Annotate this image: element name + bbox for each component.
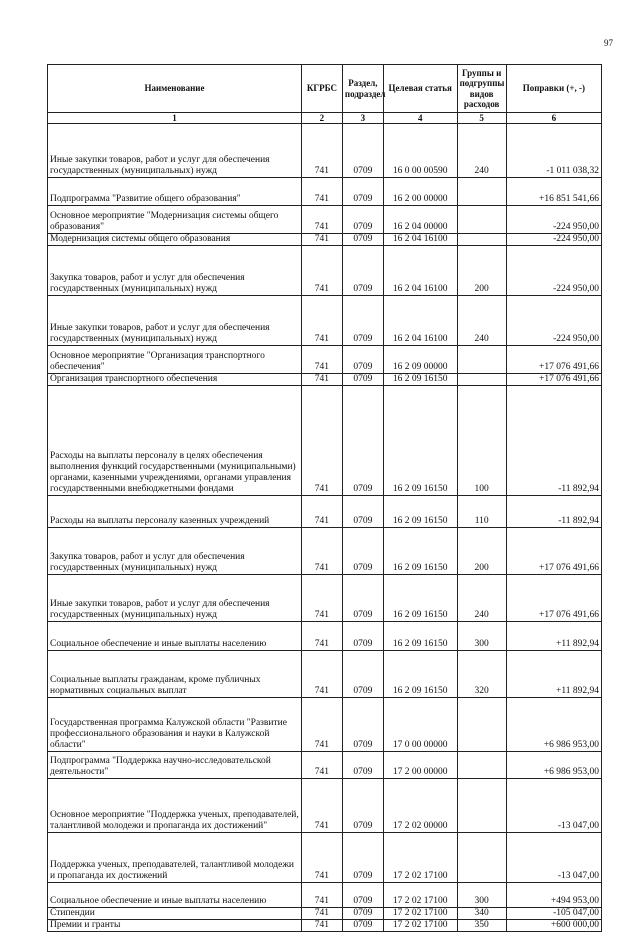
row-amendment-cell: +6 986 953,00 <box>506 752 601 779</box>
row-group-cell <box>457 178 506 206</box>
row-amendment-cell: -11 892,94 <box>506 386 601 496</box>
row-target-cell: 17 2 02 17100 <box>383 908 457 920</box>
table-row <box>48 920 602 932</box>
row-group-cell <box>457 374 506 386</box>
row-group-cell <box>457 698 506 752</box>
row-amendment-cell: +17 076 491,66 <box>506 575 601 622</box>
header-kgrbs: КГРБС <box>301 65 342 113</box>
row-kgrbs-cell: 741 <box>301 575 342 622</box>
table-row <box>48 346 602 374</box>
row-target-cell: 17 0 00 00000 <box>383 698 457 752</box>
row-section-cell: 0709 <box>342 496 383 528</box>
row-kgrbs-cell: 741 <box>301 920 342 932</box>
row-kgrbs-cell: 741 <box>301 374 342 386</box>
row-name-cell: Основное мероприятие "Модернизация системы общего образования" <box>48 206 302 234</box>
row-section-cell: 0709 <box>342 908 383 920</box>
row-name-cell: Расходы на выплаты персоналу в целях обеспечения выполнения функций государственными (муниципальными) органами, казенными учреждениями, органами управления государственными внебюджетными фондами <box>48 386 302 496</box>
row-group-cell: 240 <box>457 575 506 622</box>
row-amendment-cell: +600 000,00 <box>506 920 601 932</box>
row-section-cell: 0709 <box>342 779 383 833</box>
row-section-cell: 0709 <box>342 698 383 752</box>
column-number: 6 <box>506 113 601 124</box>
row-kgrbs-cell: 741 <box>301 246 342 296</box>
row-group-cell <box>457 779 506 833</box>
row-amendment-cell: +17 076 491,66 <box>506 374 601 386</box>
row-target-cell: 16 2 04 16100 <box>383 296 457 346</box>
row-target-cell: 16 2 04 16100 <box>383 234 457 246</box>
row-amendment-cell: -224 950,00 <box>506 246 601 296</box>
row-kgrbs-cell: 741 <box>301 234 342 246</box>
row-name-cell: Основное мероприятие "Поддержка ученых, преподавателей, талантливой молодежи и пропаганда их достижений" <box>48 779 302 833</box>
row-group-cell: 240 <box>457 124 506 178</box>
row-amendment-cell: +11 892,94 <box>506 622 601 651</box>
row-target-cell: 16 2 04 00000 <box>383 206 457 234</box>
row-section-cell: 0709 <box>342 622 383 651</box>
row-name-cell: Основное мероприятие "Организация транспортного обеспечения" <box>48 346 302 374</box>
row-group-cell: 300 <box>457 622 506 651</box>
row-section-cell: 0709 <box>342 833 383 883</box>
row-section-cell: 0709 <box>342 246 383 296</box>
row-kgrbs-cell: 741 <box>301 496 342 528</box>
table-row <box>48 206 602 234</box>
row-kgrbs-cell: 741 <box>301 178 342 206</box>
row-group-cell <box>457 234 506 246</box>
row-target-cell: 16 2 09 16150 <box>383 496 457 528</box>
row-kgrbs-cell: 741 <box>301 296 342 346</box>
row-amendment-cell: -224 950,00 <box>506 234 601 246</box>
row-group-cell <box>457 752 506 779</box>
row-group-cell: 200 <box>457 246 506 296</box>
table-row <box>48 908 602 920</box>
row-amendment-cell: -1 011 038,32 <box>506 124 601 178</box>
row-name-cell: Расходы на выплаты персоналу казенных учреждений <box>48 496 302 528</box>
row-section-cell: 0709 <box>342 346 383 374</box>
row-amendment-cell: +17 076 491,66 <box>506 346 601 374</box>
row-group-cell: 100 <box>457 386 506 496</box>
row-kgrbs-cell: 741 <box>301 779 342 833</box>
row-target-cell: 16 2 09 16150 <box>383 575 457 622</box>
row-target-cell: 16 2 09 16150 <box>383 386 457 496</box>
row-group-cell: 320 <box>457 651 506 698</box>
row-target-cell: 16 0 00 00590 <box>383 124 457 178</box>
table-row <box>48 883 602 908</box>
row-target-cell: 17 2 02 17100 <box>383 833 457 883</box>
row-section-cell: 0709 <box>342 296 383 346</box>
row-section-cell: 0709 <box>342 575 383 622</box>
row-name-cell: Подпрограмма "Развитие общего образования" <box>48 178 302 206</box>
row-name-cell: Подпрограмма "Поддержка научно-исследовательской деятельности" <box>48 752 302 779</box>
row-name-cell: Социальные выплаты гражданам, кроме публичных нормативных социальных выплат <box>48 651 302 698</box>
row-name-cell: Модернизация системы общего образования <box>48 234 302 246</box>
column-number: 5 <box>457 113 506 124</box>
row-target-cell: 16 2 09 16150 <box>383 528 457 575</box>
table-body <box>48 124 602 932</box>
row-target-cell: 16 2 09 16150 <box>383 651 457 698</box>
row-target-cell: 16 2 09 00000 <box>383 346 457 374</box>
row-amendment-cell: -105 047,00 <box>506 908 601 920</box>
row-section-cell: 0709 <box>342 883 383 908</box>
row-kgrbs-cell: 741 <box>301 528 342 575</box>
row-section-cell: 0709 <box>342 651 383 698</box>
table-row <box>48 698 602 752</box>
row-kgrbs-cell: 741 <box>301 651 342 698</box>
table-row <box>48 779 602 833</box>
row-kgrbs-cell: 741 <box>301 386 342 496</box>
table-row <box>48 234 602 246</box>
column-number: 4 <box>383 113 457 124</box>
row-amendment-cell: -224 950,00 <box>506 206 601 234</box>
row-section-cell: 0709 <box>342 374 383 386</box>
table-row <box>48 651 602 698</box>
table-row <box>48 833 602 883</box>
row-amendment-cell: +11 892,94 <box>506 651 601 698</box>
row-kgrbs-cell: 741 <box>301 752 342 779</box>
row-target-cell: 17 2 02 00000 <box>383 779 457 833</box>
row-target-cell: 17 2 00 00000 <box>383 752 457 779</box>
row-group-cell: 340 <box>457 908 506 920</box>
table-row <box>48 178 602 206</box>
column-number: 2 <box>301 113 342 124</box>
row-section-cell: 0709 <box>342 528 383 575</box>
table-row <box>48 752 602 779</box>
row-name-cell: Закупка товаров, работ и услуг для обеспечения государственных (муниципальных) нужд <box>48 528 302 575</box>
row-amendment-cell: -13 047,00 <box>506 833 601 883</box>
row-amendment-cell: +494 953,00 <box>506 883 601 908</box>
row-name-cell: Государственная программа Калужской области "Развитие профессионального образования и науки в Калужской области" <box>48 698 302 752</box>
header-amendment: Поправки (+, -) <box>506 65 601 113</box>
table-row <box>48 246 602 296</box>
row-name-cell: Социальное обеспечение и иные выплаты населению <box>48 883 302 908</box>
row-amendment-cell: +6 986 953,00 <box>506 698 601 752</box>
row-name-cell: Поддержка ученых, преподавателей, талантливой молодежи и пропаганда их достижений <box>48 833 302 883</box>
row-kgrbs-cell: 741 <box>301 124 342 178</box>
budget-table <box>47 64 602 932</box>
row-group-cell: 240 <box>457 296 506 346</box>
table-row <box>48 496 602 528</box>
row-group-cell <box>457 346 506 374</box>
row-target-cell: 17 2 02 17100 <box>383 883 457 908</box>
row-group-cell: 200 <box>457 528 506 575</box>
row-kgrbs-cell: 741 <box>301 622 342 651</box>
row-group-cell: 350 <box>457 920 506 932</box>
row-name-cell: Социальное обеспечение и иные выплаты населению <box>48 622 302 651</box>
header-name: Наименование <box>48 65 302 113</box>
table-row <box>48 622 602 651</box>
row-kgrbs-cell: 741 <box>301 833 342 883</box>
header-groups: Группы и подгруппы видов расходов <box>457 65 506 113</box>
column-number-row <box>48 113 602 124</box>
row-name-cell: Стипендии <box>48 908 302 920</box>
row-amendment-cell: -13 047,00 <box>506 779 601 833</box>
header-target: Целевая статья <box>383 65 457 113</box>
table-row <box>48 528 602 575</box>
column-number: 1 <box>48 113 302 124</box>
row-target-cell: 16 2 04 16100 <box>383 246 457 296</box>
row-section-cell: 0709 <box>342 206 383 234</box>
row-amendment-cell: +17 076 491,66 <box>506 528 601 575</box>
row-kgrbs-cell: 741 <box>301 698 342 752</box>
table-row <box>48 296 602 346</box>
page-number: 97 <box>604 38 613 48</box>
row-section-cell: 0709 <box>342 178 383 206</box>
row-section-cell: 0709 <box>342 752 383 779</box>
row-name-cell: Иные закупки товаров, работ и услуг для обеспечения государственных (муниципальных) нужд <box>48 575 302 622</box>
row-name-cell: Закупка товаров, работ и услуг для обеспечения государственных (муниципальных) нужд <box>48 246 302 296</box>
row-name-cell: Иные закупки товаров, работ и услуг для обеспечения государственных (муниципальных) нужд <box>48 124 302 178</box>
row-name-cell: Организация транспортного обеспечения <box>48 374 302 386</box>
row-section-cell: 0709 <box>342 920 383 932</box>
table-row <box>48 124 602 178</box>
row-group-cell: 300 <box>457 883 506 908</box>
row-group-cell <box>457 206 506 234</box>
table-row <box>48 386 602 496</box>
row-kgrbs-cell: 741 <box>301 883 342 908</box>
table-row <box>48 374 602 386</box>
row-group-cell: 110 <box>457 496 506 528</box>
header-row <box>48 65 602 113</box>
row-group-cell <box>457 833 506 883</box>
row-section-cell: 0709 <box>342 124 383 178</box>
header-section: Раздел, подраздел <box>342 65 383 113</box>
row-section-cell: 0709 <box>342 234 383 246</box>
row-name-cell: Премии и гранты <box>48 920 302 932</box>
row-target-cell: 16 2 09 16150 <box>383 374 457 386</box>
row-amendment-cell: +16 851 541,66 <box>506 178 601 206</box>
row-kgrbs-cell: 741 <box>301 206 342 234</box>
row-target-cell: 17 2 02 17100 <box>383 920 457 932</box>
row-amendment-cell: -224 950,00 <box>506 296 601 346</box>
row-target-cell: 16 2 00 00000 <box>383 178 457 206</box>
row-kgrbs-cell: 741 <box>301 346 342 374</box>
table-row <box>48 575 602 622</box>
column-number: 3 <box>342 113 383 124</box>
row-name-cell: Иные закупки товаров, работ и услуг для обеспечения государственных (муниципальных) нужд <box>48 296 302 346</box>
row-amendment-cell: -11 892,94 <box>506 496 601 528</box>
row-target-cell: 16 2 09 16150 <box>383 622 457 651</box>
row-section-cell: 0709 <box>342 386 383 496</box>
row-kgrbs-cell: 741 <box>301 908 342 920</box>
